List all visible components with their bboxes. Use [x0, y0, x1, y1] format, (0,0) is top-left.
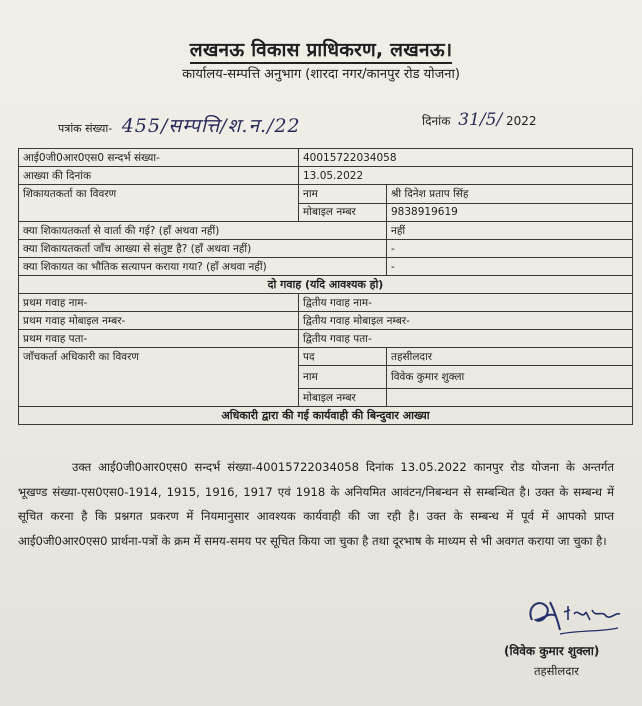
- question-3-label: क्या शिकायत का भौतिक सत्यापन कराया गया? (हाँ अथवा नहीं): [19, 258, 387, 276]
- table-row: [19, 149, 633, 167]
- signatory-designation: तहसीलदार: [534, 664, 579, 678]
- complaint-form-table: [18, 148, 633, 425]
- action-report-text: उक्त आई0जी0आर0एस0 सन्दर्भ संख्या-40015722034058 दिनांक 13.05.2022 कानपुर रोड योजना के अन्तर्गत भूखण्ड संख्या-एस0एस0-1914, 1915, 1916, 1917 एवं 1918 के अनियमित आवंटन/निबन्धन से सम्बन्धित है। उक्त के सम्बन्ध में सूचित करना है कि प्रश्नगत प्रकरण में नियमानुसार आवश्यक कार्यवाही की जा रही है। उक्त के सम्बन्ध में पूर्व में आपको प्राप्त आई0जी0आर0एस0 प्रार्थना-पत्रों के क्रम में समय-समय पर सूचित किया जा चुका है तथा दूरभाष के माध्यम से भी अवगत कराया जा चुका है।: [18, 460, 614, 548]
- officer-mobile-label: मोबाइल नम्बर: [299, 389, 387, 407]
- reference-label: पत्रांक संख्या-: [58, 122, 113, 135]
- title-text: लखनऊ विकास प्राधिकरण, लखनऊ।: [190, 39, 453, 64]
- question-1-label: क्या शिकायतकर्ता से वार्ता की गई? (हाँ अथवा नहीं): [19, 222, 387, 240]
- document-title: [0, 36, 642, 62]
- reference-line: [58, 112, 301, 138]
- action-header: अधिकारी द्वारा की गई कार्यवाही की बिन्दुवार आख्या: [19, 407, 633, 425]
- reference-number: 455/सम्पत्ति/श.न./22: [121, 115, 301, 137]
- name-value: श्री दिनेश प्रताप सिंह: [387, 185, 633, 204]
- post-value: तहसीलदार: [387, 348, 633, 366]
- igrs-label: आई0जी0आर0एस0 सन्दर्भ संख्या-: [19, 149, 299, 167]
- table-row: [19, 348, 633, 366]
- witness-2-mobile-label: द्वितीय गवाह मोबाइल नम्बर-: [299, 312, 633, 330]
- table-row: [19, 222, 633, 240]
- table-row: [19, 258, 633, 276]
- table-row: [19, 185, 633, 204]
- table-row: [19, 407, 633, 425]
- table-row: [19, 240, 633, 258]
- witness-1-name-label: प्रथम गवाह नाम-: [19, 294, 299, 312]
- igrs-value: 40015722034058: [299, 149, 633, 167]
- officer-label: जाँचकर्ता अधिकारी का विवरण: [19, 348, 299, 407]
- question-3-value: -: [387, 258, 633, 276]
- document-subtitle: कार्यालय-सम्पत्ति अनुभाग (शारदा नगर/कानपुर रोड योजना): [182, 67, 460, 82]
- officer-mobile-value: [387, 389, 633, 407]
- mobile-value: 9838919619: [387, 203, 633, 222]
- witness-2-name-label: द्वितीय गवाह नाम-: [299, 294, 633, 312]
- signatory-name: (विवेक कुमार शुक्ला): [504, 644, 600, 658]
- table-row: [19, 330, 633, 348]
- date-label: दिनांक: [422, 114, 451, 128]
- witness-1-address-label: प्रथम गवाह पता-: [19, 330, 299, 348]
- date-year: 2022: [506, 114, 537, 128]
- table-row: [19, 294, 633, 312]
- question-1-value: नहीं: [387, 222, 633, 240]
- table-row: [19, 312, 633, 330]
- complaint-date-value: 13.05.2022: [299, 167, 633, 185]
- date-line: [422, 110, 537, 130]
- question-2-value: -: [387, 240, 633, 258]
- complainant-label: शिकायतकर्ता का विवरण: [19, 185, 299, 222]
- mobile-label: मोबाइल नम्बर: [299, 203, 387, 222]
- witness-2-address-label: द्वितीय गवाह पता-: [299, 330, 633, 348]
- officer-name-value: विवेक कुमार शुक्ला: [387, 366, 633, 389]
- name-label: नाम: [299, 185, 387, 204]
- officer-name-label: नाम: [299, 366, 387, 389]
- date-handwritten: 31/5/: [458, 110, 503, 130]
- post-label: पद: [299, 348, 387, 366]
- complaint-date-label: आख्या की दिनांक: [19, 167, 299, 185]
- witness-header: दो गवाह (यदि आवश्यक हो): [19, 276, 633, 294]
- witness-1-mobile-label: प्रथम गवाह मोबाइल नम्बर-: [19, 312, 299, 330]
- handwritten-signature: [520, 590, 630, 640]
- table-row: [19, 276, 633, 294]
- question-2-label: क्या शिकायतकर्ता जाँच आख्या से संतुष्ट है? (हाँ अथवा नहीं): [19, 240, 387, 258]
- table-row: [19, 167, 633, 185]
